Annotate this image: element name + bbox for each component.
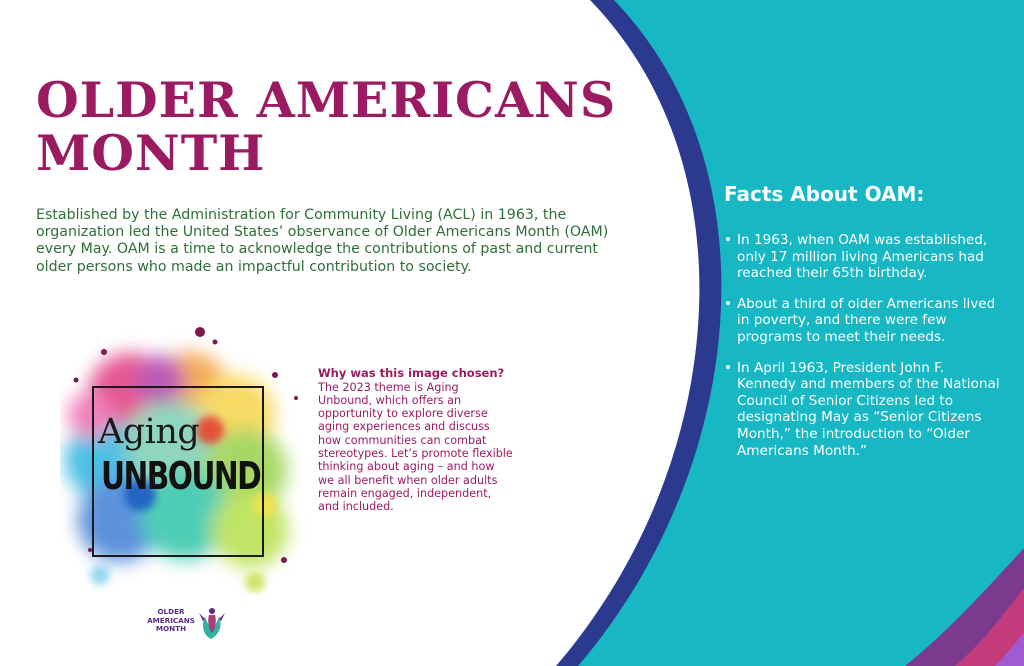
why-image-heading: Why was this image chosen?: [318, 366, 505, 380]
logo-line-3: MONTH: [155, 624, 187, 634]
fact-text: In 1963, when OAM was established, only 17 million living Americans had reached their 65th birthday.: [737, 232, 988, 282]
artwork-word-unbound: UNBOUND: [101, 454, 261, 498]
bullet-icon: •: [724, 295, 733, 312]
why-image-caption: [318, 367, 514, 513]
oam-logo-text: [143, 608, 199, 634]
title-line-2: MONTH: [36, 124, 266, 182]
why-image-body: The 2023 theme is Aging Unbound, which offers an opportunity to explore diverse aging experiences and discuss how communities can combat stereotypes. Let’s promote flexible thinking about aging – and how we all benefit when older adults remain engaged, independent, and included.: [318, 380, 513, 514]
facts-list: [720, 232, 1000, 473]
page-title: [36, 71, 636, 182]
fact-item: [720, 296, 1000, 346]
logo-line-2: AMERICANS: [147, 615, 195, 625]
artwork-word-aging: Aging: [98, 412, 200, 452]
fact-text: About a third of older Americans lived in poverty, and there were few programs to meet their needs.: [737, 295, 996, 345]
facts-heading: Facts About OAM:: [724, 182, 925, 206]
bullet-icon: •: [724, 232, 733, 248]
title-line-1: OLDER AMERICANS: [36, 71, 617, 129]
bullet-icon: •: [724, 359, 733, 376]
logo-line-1: OLDER: [157, 607, 185, 616]
intro-paragraph: Established by the Administration for Community Living (ACL) in 1963, the organization led the United States’ observance of Older Americans Month (OAM) every May. OAM is a time to acknowledge the contributions of past and current older persons who made an impactful contribution to society.: [36, 207, 609, 275]
fact-item: [720, 232, 1000, 282]
fact-text: In April 1963, President John F. Kennedy and members of the National Council of Senior Citizens led to designating May as “Senior Citizens Month,” the introduction to “Older Americans Month.”: [737, 359, 1000, 459]
fact-item: [720, 360, 1000, 460]
